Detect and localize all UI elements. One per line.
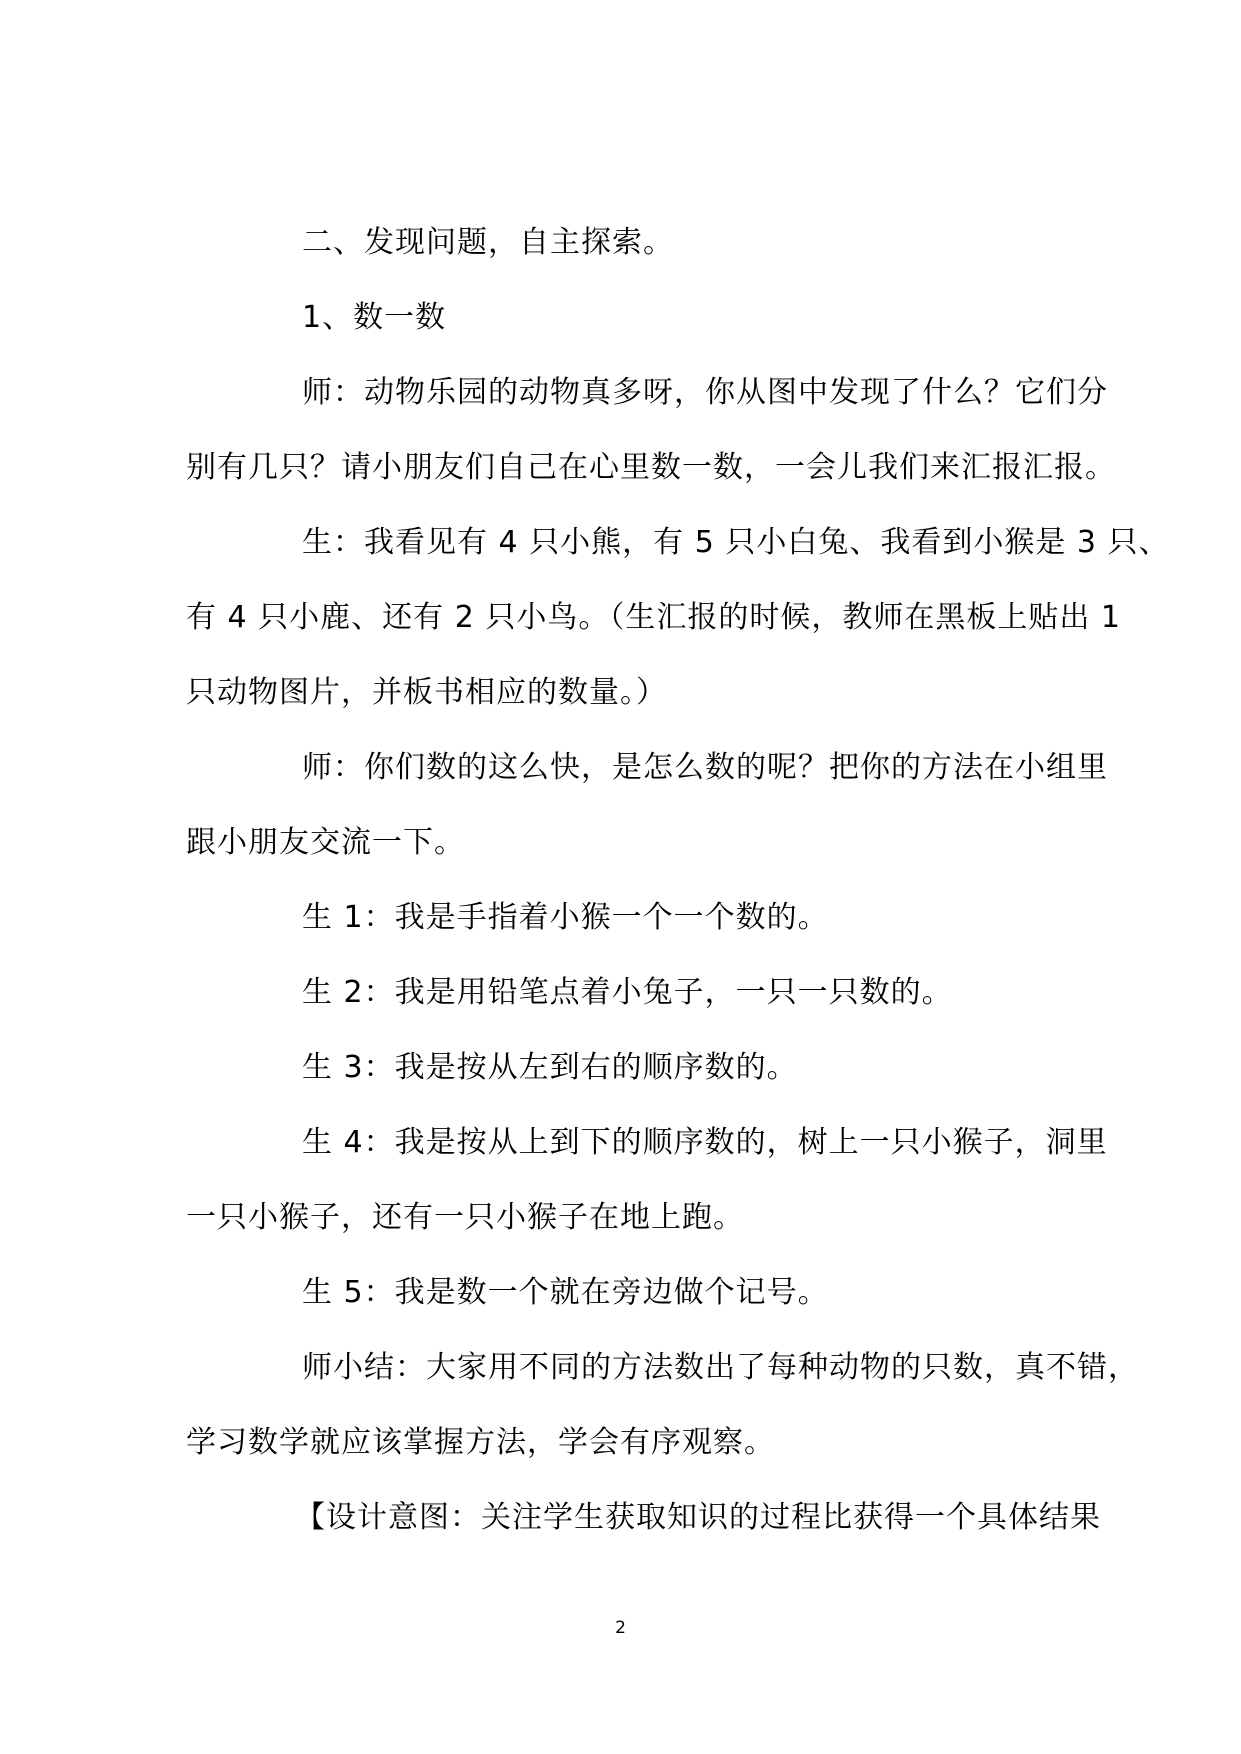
paragraph-line: 一只小猴子，还有一只小猴子在地上跑。 [186,1200,744,1235]
paragraph-line: 师小结：大家用不同的方法数出了每种动物的只数，真不错， [302,1350,1139,1385]
paragraph-line: 生 5：我是数一个就在旁边做个记号。 [302,1275,829,1310]
paragraph-line: 别有几只？请小朋友们自己在心里数一数，一会儿我们来汇报汇报。 [186,450,1116,485]
paragraph-line: 学习数学就应该掌握方法，学会有序观察。 [186,1425,775,1460]
design-intent-line: 【设计意图：关注学生获取知识的过程比获得一个具体结果 [295,1500,1101,1535]
paragraph-line: 只动物图片，并板书相应的数量。） [186,675,667,710]
paragraph-line: 生 2：我是用铅笔点着小兔子，一只一只数的。 [302,975,953,1010]
paragraph-line: 生 1：我是手指着小猴一个一个数的。 [302,900,829,935]
paragraph-line: 跟小朋友交流一下。 [186,825,465,860]
paragraph-line: 生：我看见有 4 只小熊，有 5 只小白兔、我看到小猴是 3 只、 [302,525,1170,560]
paragraph-line: 有 4 只小鹿、还有 2 只小鸟。（生汇报的时候，教师在黑板上贴出 1 [186,600,1121,635]
paragraph-line: 生 4：我是按从上到下的顺序数的，树上一只小猴子，洞里 [302,1125,1108,1160]
page-number: 2 [615,1618,626,1638]
paragraph-line: 师：你们数的这么快，是怎么数的呢？把你的方法在小组里 [302,750,1108,785]
paragraph-line: 生 3：我是按从左到右的顺序数的。 [302,1050,798,1085]
subsection-heading: 1、数一数 [302,300,447,335]
section-heading: 二、发现问题，自主探索。 [302,225,674,260]
paragraph-line: 师：动物乐园的动物真多呀，你从图中发现了什么？它们分 [302,375,1108,410]
